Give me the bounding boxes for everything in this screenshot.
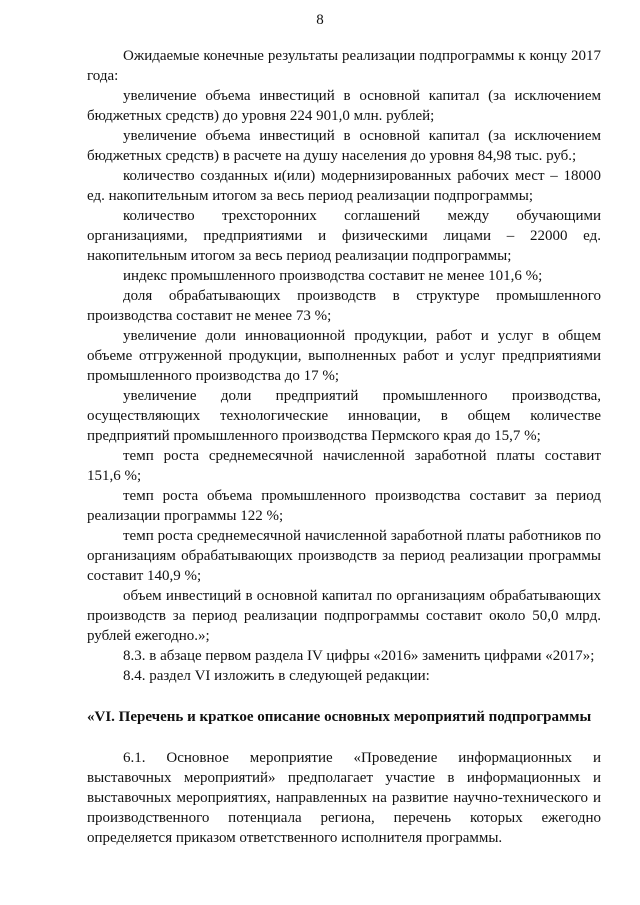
- paragraph: 6.1. Основное мероприятие «Проведение информационных и выставочных мероприятий» предполагает участие в информационных и выставочных мероприятиях, направленных на развитие научно-технического и производственного потенциала региона, перечень которых ежегодно определяется приказом ответственного исполнителя программы.: [87, 750, 601, 846]
- paragraph: количество созданных и(или) модернизированных рабочих мест – 18000 ед. накопительным итогом за весь период реализации подпрограммы;: [87, 168, 601, 204]
- paragraph: доля обрабатывающих производств в структуре промышленного производства составит не менее 73 %;: [87, 288, 601, 324]
- paragraph: объем инвестиций в основной капитал по организациям обрабатывающих производств за период реализации подпрограммы составит около 50,0 млрд. рублей ежегодно.»;: [87, 588, 601, 644]
- paragraph: увеличение доли инновационной продукции, работ и услуг в общем объеме отгруженной продукции, выполненных работ и услуг предприятиями промышленного производства до 17 %;: [87, 328, 601, 384]
- paragraph: темп роста объема промышленного производства составит за период реализации программы 122 %;: [87, 488, 601, 524]
- section-heading: «VI. Перечень и краткое описание основных мероприятий подпрограммы: [87, 709, 592, 725]
- paragraph: увеличение объема инвестиций в основной капитал (за исключением бюджетных средств) до уровня 224 901,0 млн. рублей;: [87, 88, 601, 124]
- paragraph: темп роста среднемесячной начисленной заработной платы составит 151,6 %;: [87, 448, 601, 484]
- paragraph: темп роста среднемесячной начисленной заработной платы работников по организациям обрабатывающих производств за период реализации программы составит 140,9 %;: [87, 528, 601, 584]
- paragraph: увеличение объема инвестиций в основной капитал (за исключением бюджетных средств) в расчете на душу населения до уровня 84,98 тыс. руб.;: [87, 128, 601, 164]
- paragraph: Ожидаемые конечные результаты реализации подпрограммы к концу 2017 года:: [87, 48, 601, 84]
- page-number: 8: [316, 12, 324, 28]
- paragraph: индекс промышленного производства составит не менее 101,6 %;: [123, 268, 543, 284]
- paragraph: 8.4. раздел VI изложить в следующей редакции:: [123, 668, 430, 684]
- paragraph: 8.3. в абзаце первом раздела IV цифры «2016» заменить цифрами «2017»;: [123, 648, 595, 664]
- paragraph: увеличение доли предприятий промышленного производства, осуществляющих технологические инновации, в общем количестве предприятий промышленного производства Пермского края до 15,7 %;: [87, 388, 601, 444]
- paragraph: количество трехсторонних соглашений между обучающими организациями, предприятиями и физическими лицами – 22000 ед. накопительным итогом за весь период реализации подпрограммы;: [87, 208, 601, 264]
- document-body: [87, 46, 601, 848]
